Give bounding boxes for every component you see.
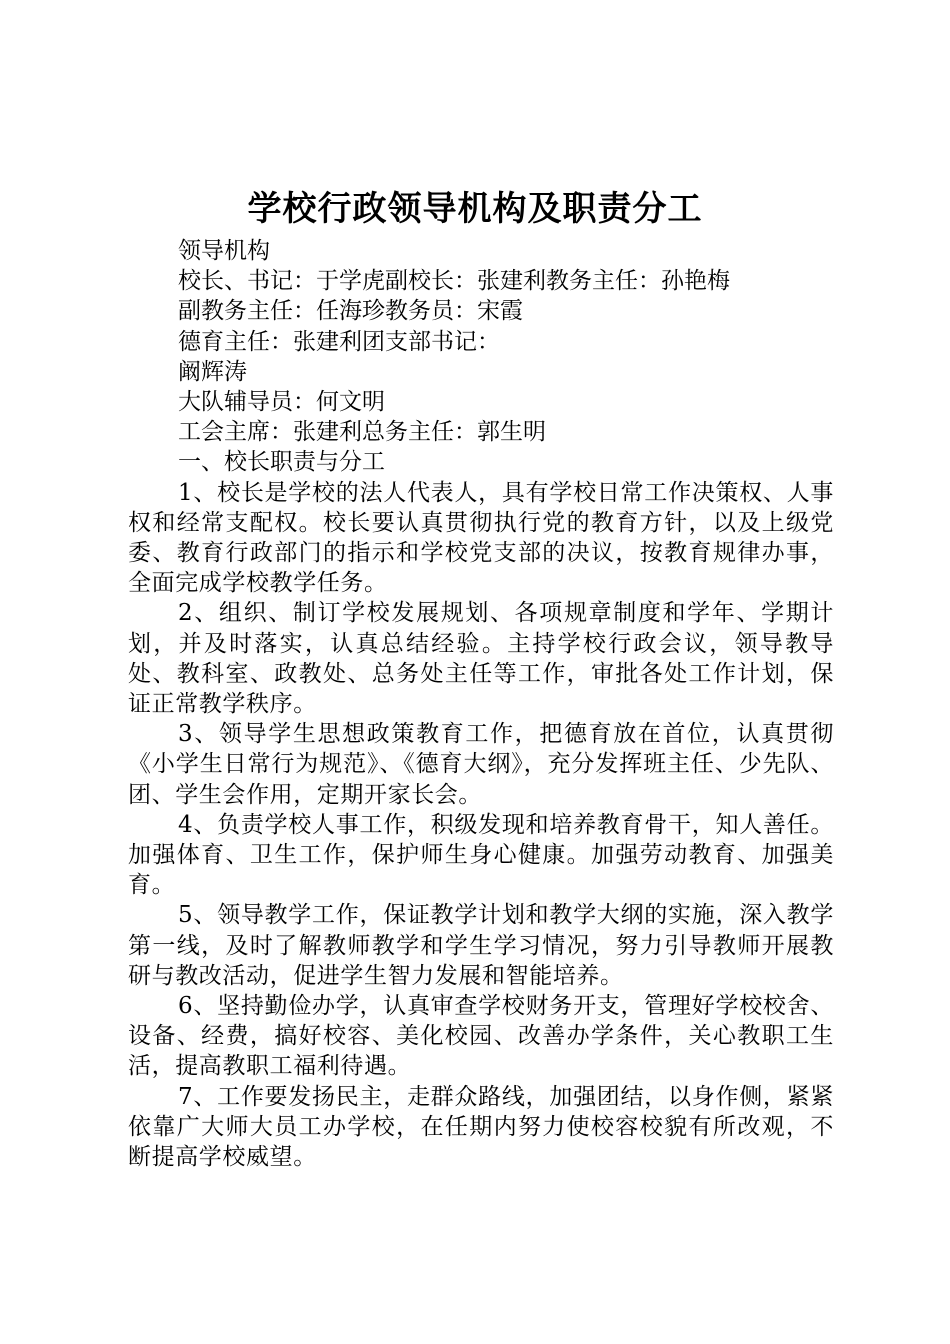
staff-line-principal: 校长、书记：于学虎副校长：张建利教务主任：孙艳梅 <box>178 268 730 295</box>
document-title: 学校行政领导机构及职责分工 <box>247 189 703 229</box>
staff-line-deputy-academic: 副教务主任：任海珍教务员：宋霞 <box>178 298 523 325</box>
duty-paragraph-5: 5、领导教学工作，保证教学计划和教学大纲的实施，深入教学第一线，及时了解教师教学和学生学习情况，努力引导教师开展教研与教改活动，促进学生智力发展和智能培养。 <box>128 902 834 989</box>
staff-line-brigade-counselor: 大队辅导员：何文明 <box>178 389 385 416</box>
duty-paragraph-1: 1、校长是学校的法人代表人，具有学校日常工作决策权、人事权和经常支配权。校长要认真贯彻执行党的教育方针，以及上级党委、教育行政部门的指示和学校党支部的决议，按教育规律办事，全面完成学校教学任务。 <box>128 479 834 597</box>
duty-paragraph-3: 3、领导学生思想政策教育工作，把德育放在首位，认真贯彻《小学生日常行为规范》、《德育大纲》，充分发挥班主任、少先队、团、学生会作用，定期开家长会。 <box>128 721 834 808</box>
section-heading-principal-duties: 一、校长职责与分工 <box>178 449 385 476</box>
staff-line-moral-education: 德育主任：张建利团支部书记： <box>178 328 500 355</box>
duty-paragraph-6: 6、坚持勤俭办学，认真审查学校财务开支，管理好学校校舍、设备、经费，搞好校容、美化校园、改善办学条件，关心教职工生活，提高教职工福利待遇。 <box>128 993 834 1080</box>
duty-paragraph-2: 2、组织、制订学校发展规划、各项规章制度和学年、学期计划，并及时落实，认真总结经验。主持学校行政会议，领导教导处、教科室、政教处、总务处主任等工作，审批各处工作计划，保证正常教学秩序。 <box>128 600 834 718</box>
staff-line-union-general-affairs: 工会主席：张建利总务主任：郭生明 <box>178 419 546 446</box>
document-body <box>128 236 834 1172</box>
duty-paragraph-4: 4、负责学校人事工作，积级发现和培养教育骨干，知人善任。加强体育、卫生工作，保护师生身心健康。加强劳动教育、加强美育。 <box>128 811 834 899</box>
section-heading-leadership: 领导机构 <box>178 238 270 264</box>
duty-paragraph-7: 7、工作要发扬民主，走群众路线，加强团结，以身作侧，紧紧依靠广大师大员工办学校，在任期内努力使校容校貌有所改观，不断提高学校威望。 <box>128 1083 834 1171</box>
staff-line-name-continuation: 阚辉涛 <box>178 358 247 385</box>
